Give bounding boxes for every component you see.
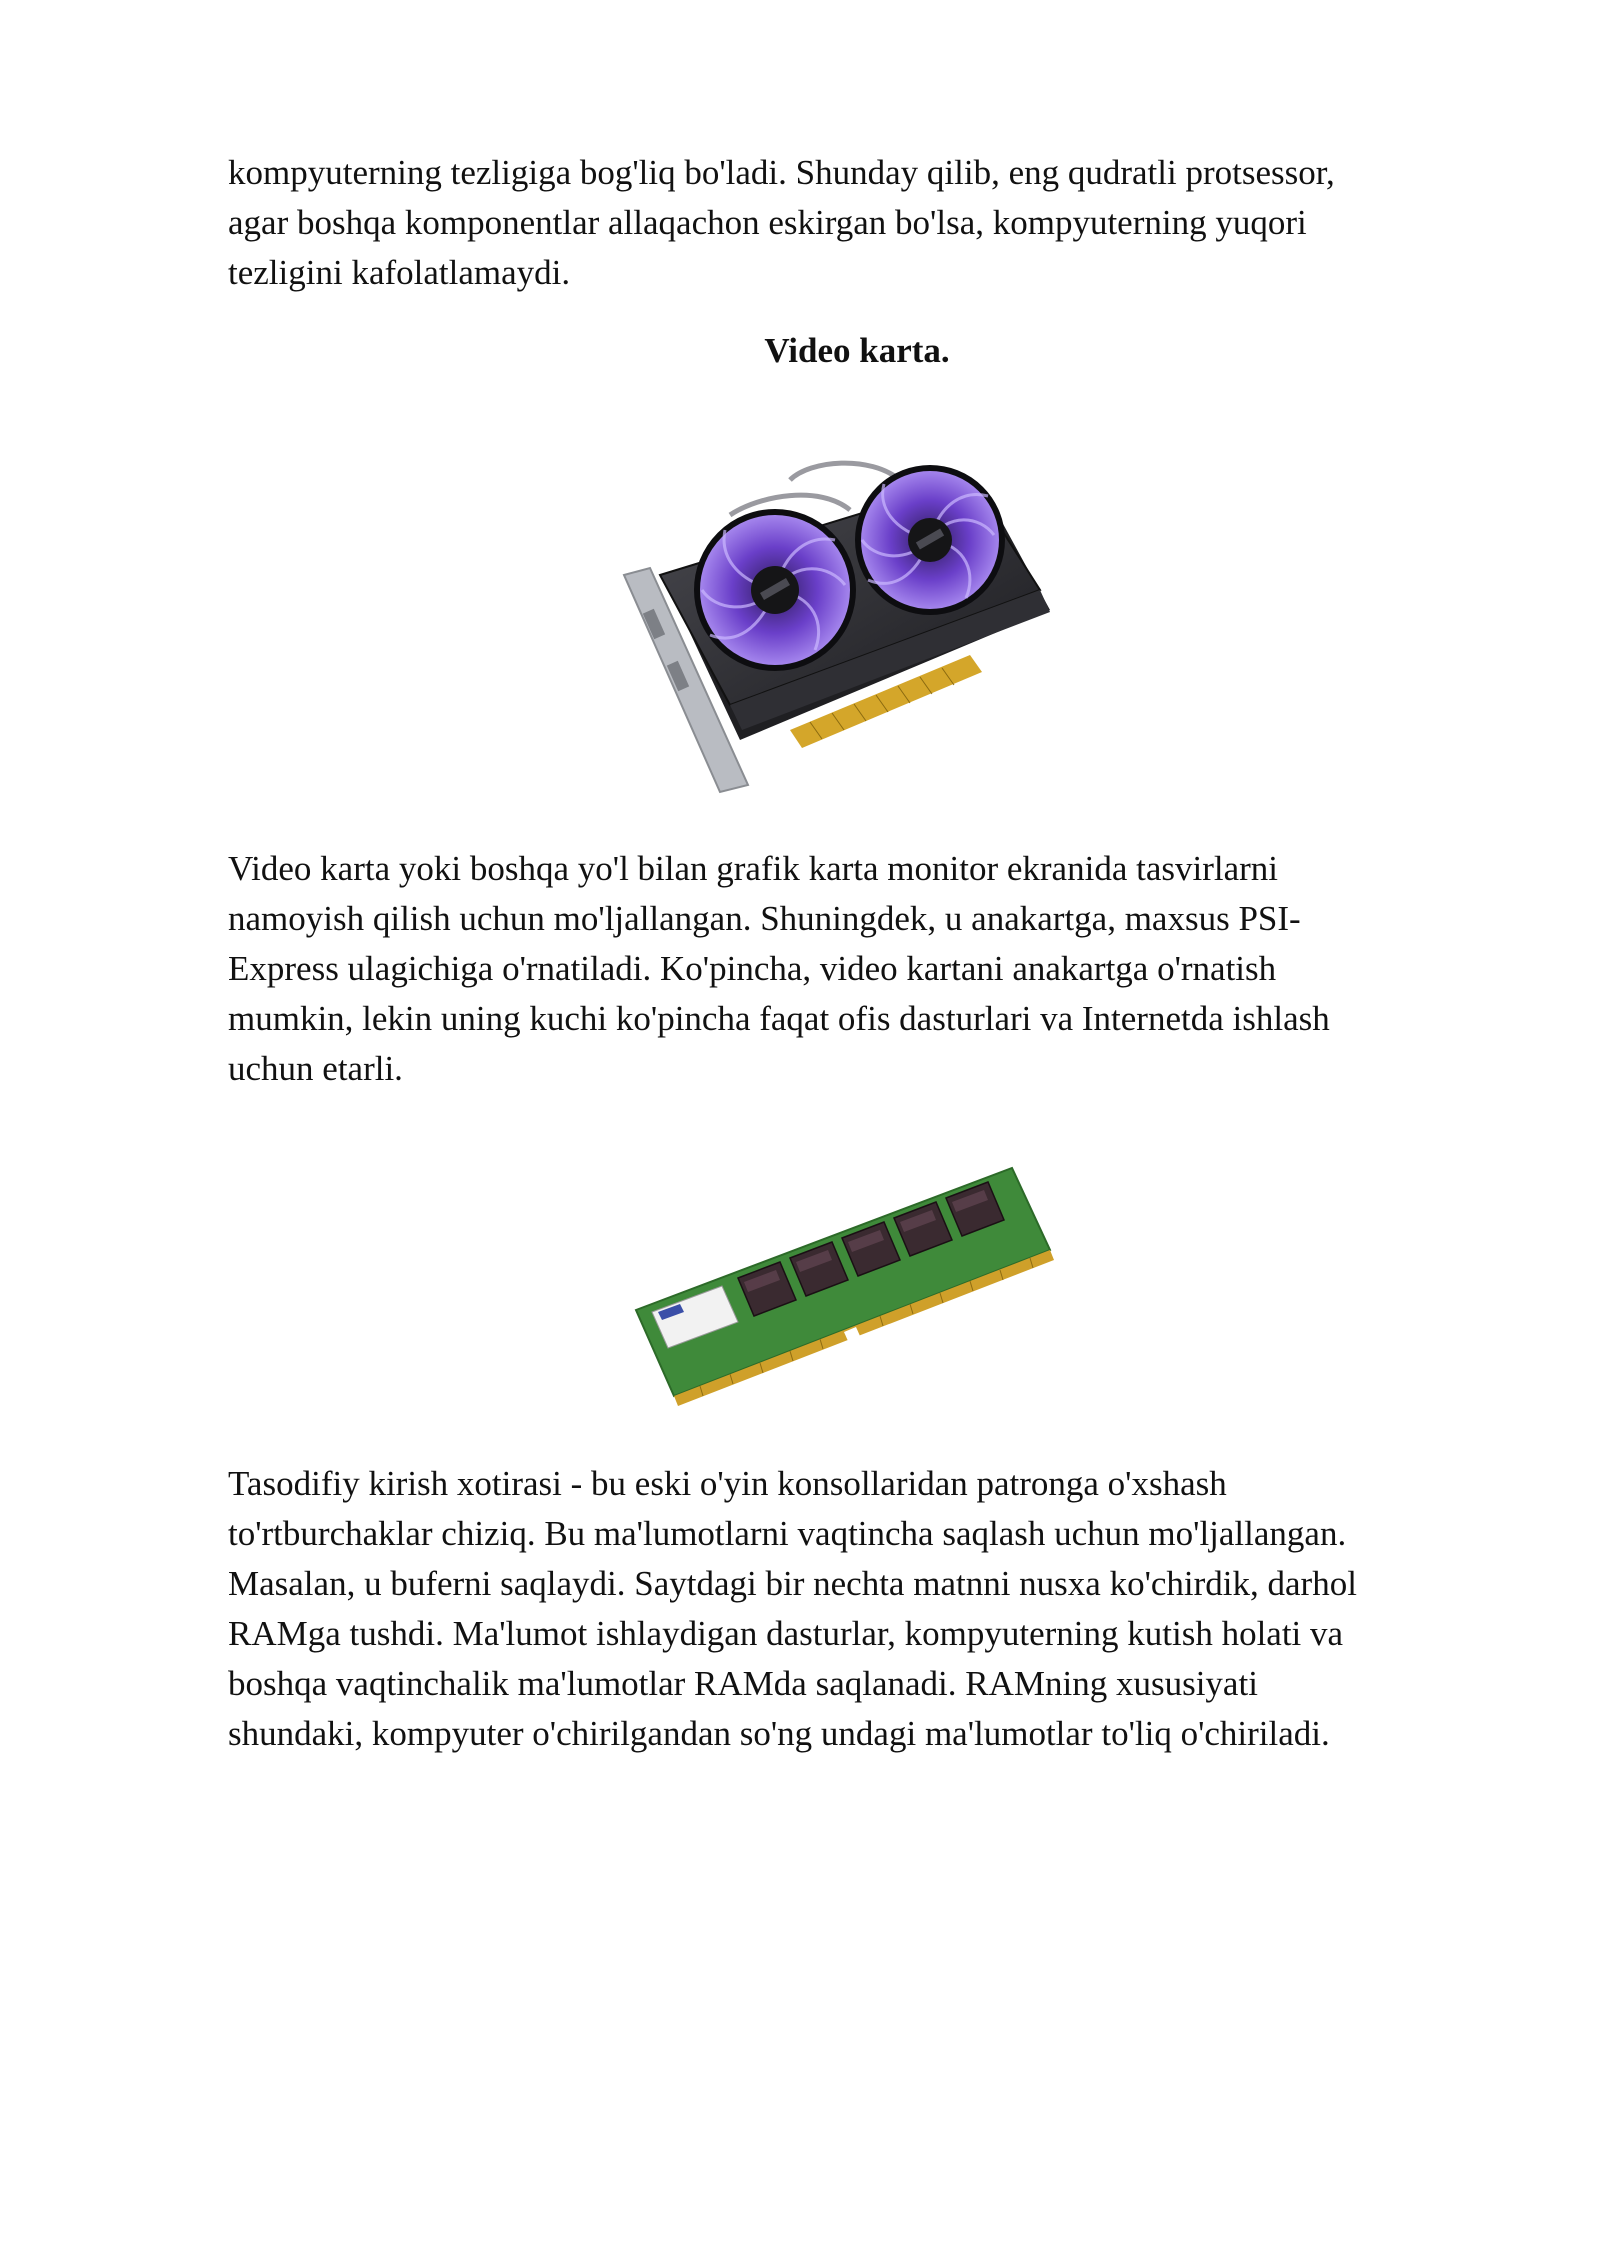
paragraph-ram — [228, 1459, 1458, 1759]
text-line: Video karta yoki boshqa yo'l bilan grafik karta monitor ekranida tasvirlarni — [228, 849, 1278, 888]
text-line: Express ulagichiga o'rnatiladi. Ko'pincha, video kartani anakartga o'rnatish — [228, 949, 1277, 988]
text-line: shundaki, kompyuter o'chirilgandan so'ng undagi ma'lumotlar to'liq o'chiriladi. — [228, 1714, 1330, 1753]
text-line: namoyish qilish uchun mo'ljallangan. Shuningdek, u anakartga, maxsus PSI- — [228, 899, 1301, 938]
section-heading-video-card: Video karta. — [764, 331, 950, 370]
text-line: RAMga tushdi. Ma'lumot ishlaydigan dasturlar, kompyuterning kutish holati va — [228, 1614, 1344, 1653]
text-line: boshqa vaqtinchalik ma'lumotlar RAMda saqlanadi. RAMning xususiyati — [228, 1664, 1258, 1703]
text-line: mumkin, lekin uning kuchi ko'pincha faqat ofis dasturlari va Internetda ishlash — [228, 999, 1330, 1038]
text-line: kompyuterning tezligiga bog'liq bo'ladi. Shunday qilib, eng qudratli protsessor, — [228, 153, 1335, 192]
paragraph-processor-speed — [228, 148, 1458, 298]
text-line: Masalan, u buferni saqlaydi. Saytdagi bir nechta matnni nusxa ko'chirdik, darhol — [228, 1564, 1357, 1603]
graphics-card-icon — [610, 440, 1070, 810]
text-line: tezligini kafolatlamaydi. — [228, 253, 571, 292]
paragraph-video-card — [228, 844, 1458, 1094]
left-fan-icon — [697, 512, 853, 668]
text-line: agar boshqa komponentlar allaqachon eskirgan bo'lsa, kompyuterning yuqori — [228, 203, 1307, 242]
text-line: to'rtburchaklar chiziq. Bu ma'lumotlarni vaqtincha saqlash uchun mo'ljallangan. — [228, 1514, 1347, 1553]
right-fan-icon — [858, 468, 1002, 612]
text-line: uchun etarli. — [228, 1049, 403, 1088]
ram-module-image — [630, 1160, 1060, 1420]
graphics-card-image — [610, 440, 1070, 810]
ram-module-icon — [630, 1160, 1060, 1420]
text-line: Tasodifiy kirish xotirasi - bu eski o'yin konsollaridan patronga o'xshash — [228, 1464, 1227, 1503]
